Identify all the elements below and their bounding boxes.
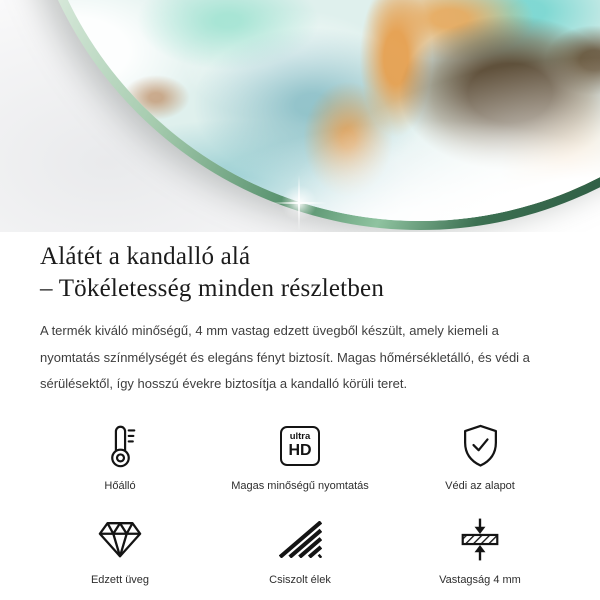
ultra-hd-badge-text-top: ultra <box>289 431 311 443</box>
feature-label: Edzett üveg <box>90 573 150 586</box>
feature-high-quality-print <box>210 422 390 492</box>
product-description-section <box>0 241 600 398</box>
shield-check-icon <box>460 422 501 470</box>
feature-label: Vastagság 4 mm <box>439 573 521 586</box>
thickness-icon <box>460 516 500 564</box>
feature-label: Magas minőségű nyomtatás <box>231 479 369 492</box>
feature-label: Védi az alapot <box>445 479 515 492</box>
feature-tempered-glass <box>30 516 210 586</box>
page-title-line1: Alátét a kandalló alá <box>40 243 251 270</box>
ultra-hd-badge-icon <box>280 422 320 470</box>
diamond-icon <box>97 516 143 564</box>
page-title <box>40 241 560 305</box>
ultra-hd-badge-text-bottom: HD <box>288 441 312 459</box>
feature-thickness <box>390 516 570 586</box>
feature-grid <box>30 422 570 586</box>
feature-label: Csiszolt élek <box>269 573 331 586</box>
feature-label: Hőálló <box>104 479 136 492</box>
polished-edges-icon <box>279 516 322 564</box>
feature-protects-base <box>390 422 570 492</box>
feature-heat-resistant <box>30 422 210 492</box>
product-description-text: A termék kiváló minőségű, 4 mm vastag edzett üvegből készült, amely kiemeli a nyomtatás színmélységét és elegáns fényt biztosít. Magas hőmérsékletálló, és védi a sérülésektől, így hosszú évekre biztosítja a kandalló körüli teret. <box>40 323 530 391</box>
thermometer-icon <box>102 422 139 470</box>
feature-polished-edges <box>210 516 390 586</box>
page-title-line2: – Tökéletesség minden részletben <box>40 275 385 302</box>
product-image <box>0 0 600 232</box>
